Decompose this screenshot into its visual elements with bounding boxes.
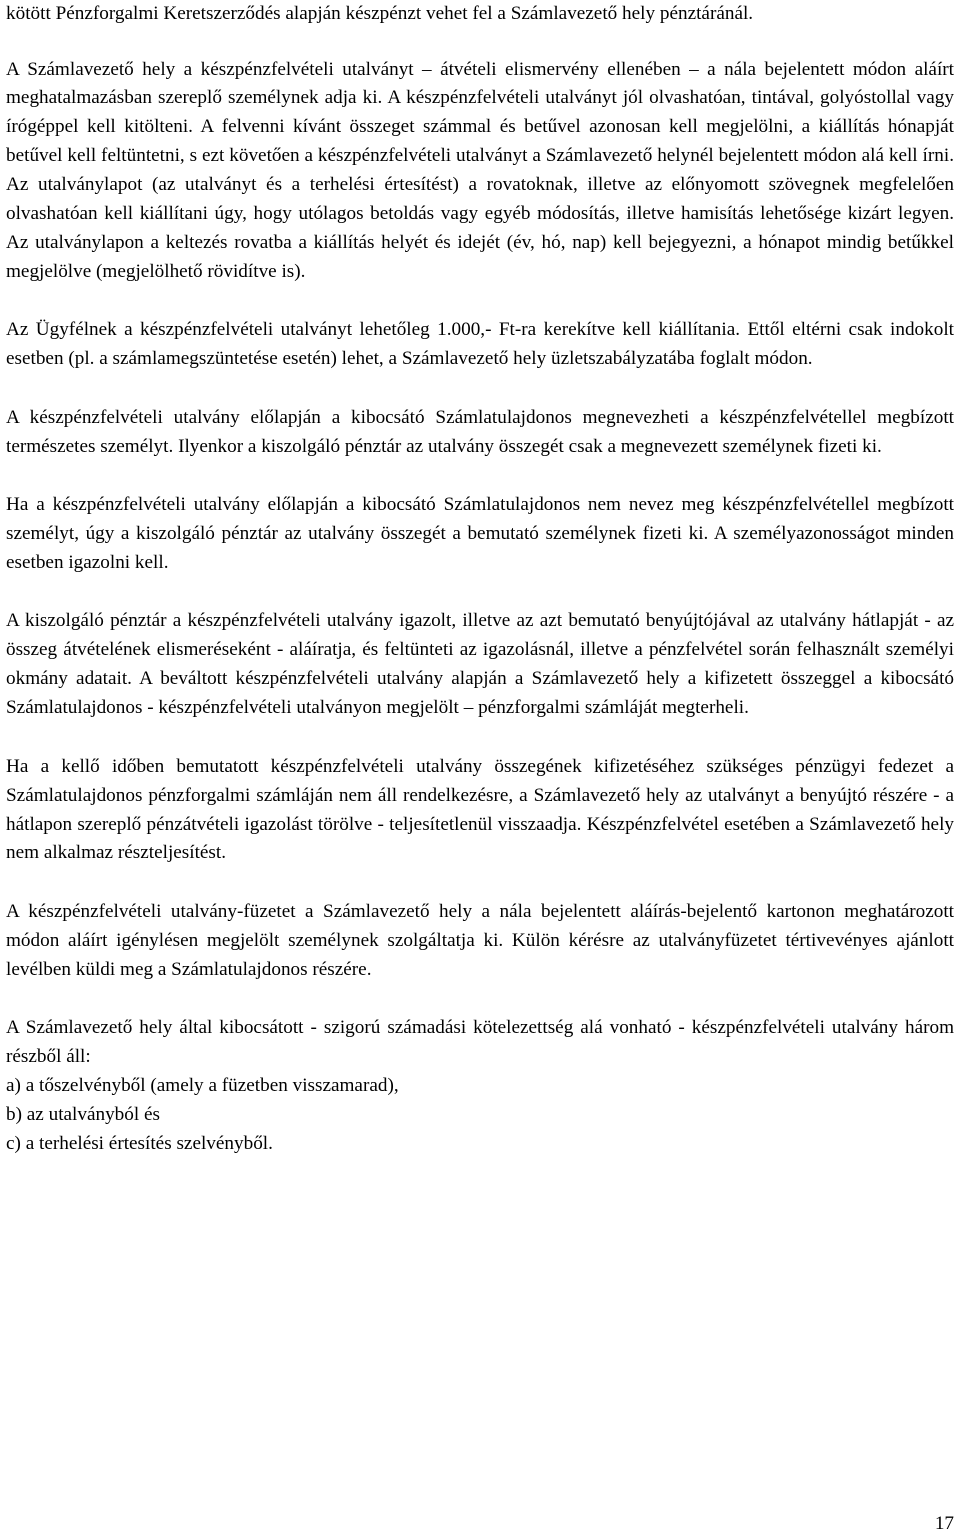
paragraph-1: kötött Pénzforgalmi Keretszerződés alapján készpénzt vehet fel a Számlavezető hely pénztáránál.: [6, 3, 754, 24]
paragraph-5: Ha a készpénzfelvételi utalvány előlapján a kibocsátó Számlatulajdonos nem nevez meg készpénzfelvétellel megbízott személyt, úgy a kiszolgáló pénztár az utalvány összegét a bemutató személynek fizeti ki. A személyazonosságot minden esetben igazolni kell.: [6, 494, 954, 573]
list-item: a) a tőszelvényből (amely a füzetben visszamarad),: [6, 1075, 399, 1097]
paragraph-7: Ha a kellő időben bemutatott készpénzfelvételi utalvány összegének kifizetéséhez szükséges pénzügyi fedezet a Számlatulajdonos pénzforgalmi számláján nem áll rendelkezésre, a Számlavezető hely az utalványt a benyújtó részére - a hátlapon szereplő pénzátvételi igazolást törölve - teljesítetlenül visszaadja. Készpénzfelvétel esetében a Számlavezető hely nem alkalmaz részteljesítést.: [6, 755, 954, 864]
paragraph-2: A Számlavezető hely a készpénzfelvételi utalványt – átvételi elismervény ellenében – a nála bejelentett módon aláírt meghatalmazásban szereplő személynek adja ki. A készpénzfelvételi utalványt jól olvashatóan, tintával, golyóstollal vagy írógéppel kell kitölteni. A felvenni kívánt összeget számmal és betűvel azonosan kell megjelölni, a kiállítás hónapját betűvel kell feltüntetni, s ezt követően a készpénzfelvételi utalványt a Számlavezető helynél bejelentett módon alá kell írni. Az utalványlapot (az utalványt és a terhelési értesítést) a rovatoknak, illetve az előnyomott szövegnek megfelelően olvashatóan kell kiállítani úgy, hogy utólagos betoldás vagy egyéb módosítás, illetve hamisítás lehetősége kizárt legyen. Az utalványlapon a keltezés rovatba a kiállítás helyét és idejét (év, hó, nap) kell bejegyezni, a hónapot mindig betűkkel megjelölve (megjelölhető rövidítve is).: [6, 58, 954, 282]
paragraph-8: A készpénzfelvételi utalvány-füzetet a Számlavezető hely a nála bejelentett aláírás-bejelentő kartonon meghatározott módon aláírt igénylésen megjelölt személynek szolgáltatja ki. Külön kérésre az utalványfüzetet tértivevényes ajánlott levélben küldi meg a Számlatulajdonos részére.: [6, 900, 954, 980]
document-page: [6, 0, 954, 1159]
list-item: b) az utalványból és: [6, 1103, 160, 1125]
page-number: 17: [934, 1513, 954, 1534]
paragraph-3: Az Ügyfélnek a készpénzfelvételi utalványt lehetőleg 1.000,- Ft-ra kerekítve kell kiállítania. Ettől eltérni csak indokolt esetben (pl. a számlamegszüntetése esetén) lehet, a Számlavezető hely üzletszabályzatába foglalt módon.: [6, 319, 954, 370]
paragraph-4: A készpénzfelvételi utalvány előlapján a kibocsátó Számlatulajdonos megnevezheti a készpénzfelvétellel megbízott természetes személyt. Ilyenkor a kiszolgáló pénztár az utalvány összegét csak a megnevezett személynek fizeti ki.: [6, 406, 954, 457]
paragraph-6: A kiszolgáló pénztár a készpénzfelvételi utalvány igazolt, illetve az azt bemutató benyújtójával az utalvány hátlapját - az összeg átvételének elismeréseként - aláíratja, és feltünteti az igazolásnál, illetve a pénzfelvétel során felhasznált személyi okmány adatait. A beváltott készpénzfelvételi utalvány alapján a Számlavezető hely a kifizetett összeggel a kibocsátó Számlatulajdonos - készpénzfelvételi utalványon megjelölt – pénzforgalmi számláját megterheli.: [6, 610, 954, 719]
list-item: c) a terhelési értesítés szelvényből.: [6, 1132, 273, 1154]
paragraph-9: A Számlavezető hely által kibocsátott - szigorú számadási kötelezettség alá vonható - készpénzfelvételi utalvány három részből áll:: [6, 1017, 954, 1068]
parts-list: [6, 1072, 954, 1159]
